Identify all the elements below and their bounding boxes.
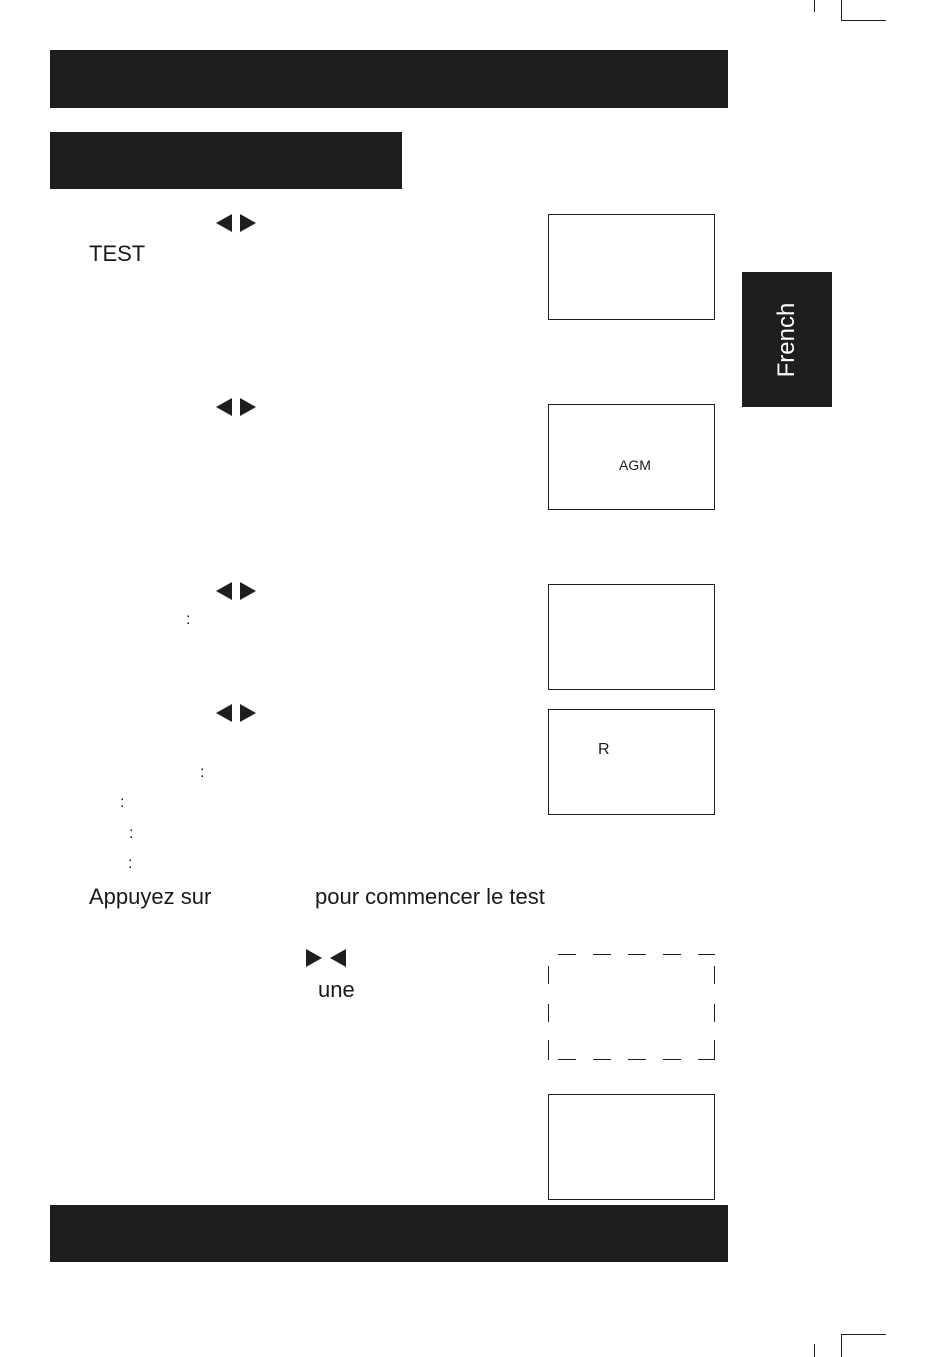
colon-1: :: [186, 611, 191, 628]
display-box-2: [548, 404, 715, 510]
page-footer-bar: [50, 1205, 728, 1262]
colon-5: :: [128, 855, 133, 872]
colon-4: :: [129, 825, 134, 842]
crop-mark-top-vertical: [814, 0, 815, 12]
start-test-suffix: pour commencer le test: [315, 884, 545, 909]
display-box-dashed: [548, 954, 715, 1060]
step-1-label: TEST: [89, 241, 146, 266]
crop-mark-bottom-vertical: [814, 1344, 815, 1357]
colon-2: :: [200, 764, 205, 781]
arrow-right-icon: [240, 704, 256, 722]
arrow-left-icon: [216, 214, 232, 232]
section-header-bar: [50, 132, 402, 189]
start-test-prefix: Appuyez sur: [89, 884, 212, 909]
nav-arrows-step-2: [216, 398, 256, 416]
page-header-bar: [50, 50, 728, 108]
arrow-right-icon: [240, 582, 256, 600]
display-box-4: [548, 709, 715, 815]
colon-3: :: [120, 794, 125, 811]
arrow-left-icon: [216, 398, 232, 416]
nav-arrows-step-4: [216, 704, 256, 722]
display-box-1: [548, 214, 715, 320]
nav-arrows-step-5: [306, 949, 346, 967]
crop-mark-top-left-vertical: [841, 0, 842, 21]
display-box-3: [548, 584, 715, 690]
arrow-left-icon: [216, 582, 232, 600]
arrow-left-icon: [216, 704, 232, 722]
nav-arrows-step-3: [216, 582, 256, 600]
display-box-2-text: AGM: [619, 457, 651, 473]
arrow-right-icon: [240, 398, 256, 416]
display-box-4-text: R: [598, 741, 610, 758]
arrow-right-icon: [240, 214, 256, 232]
crop-mark-top-horizontal: [841, 20, 886, 21]
language-tab-label: French: [773, 302, 800, 377]
language-tab: [742, 272, 832, 407]
crop-mark-bottom-left-vertical: [841, 1334, 842, 1357]
nav-arrows-step-1: [216, 214, 256, 232]
une-label: une: [318, 977, 355, 1002]
arrow-left-icon: [330, 949, 346, 967]
display-box-6: [548, 1094, 715, 1200]
crop-mark-bottom-horizontal: [841, 1334, 886, 1335]
arrow-right-icon: [306, 949, 322, 967]
